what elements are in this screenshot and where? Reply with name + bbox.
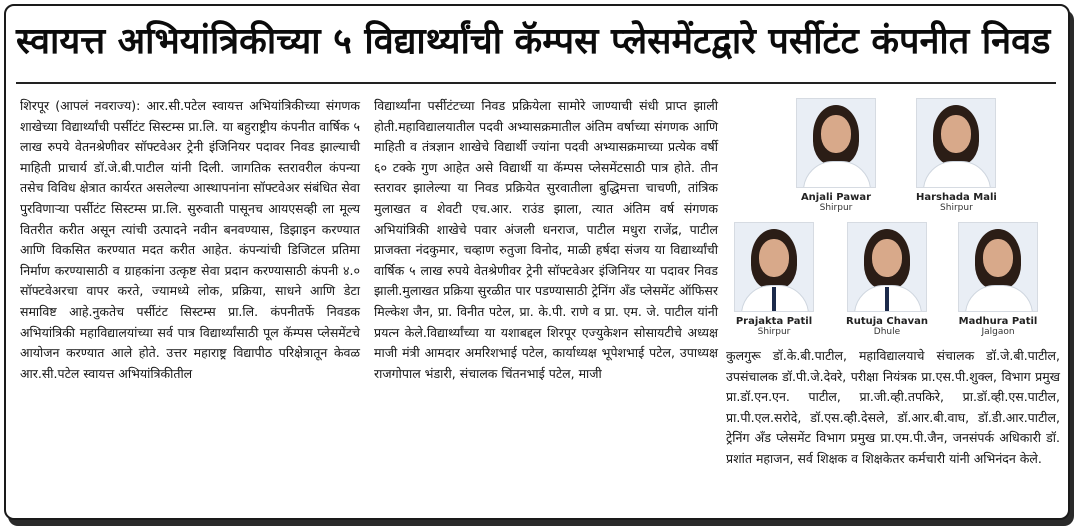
- photo-name: Harshada Mali: [916, 192, 997, 203]
- photo-city: Dhule: [873, 327, 901, 337]
- headline: स्वायत्त अभियांत्रिकीच्या ५ विद्यार्थ्यांची कॅम्पस प्लेसमेंटद्वारे पर्सीटंट कंपनीत निवड: [16, 21, 1051, 62]
- photo-card: [734, 222, 814, 337]
- photo-name: Madhura Patil: [958, 316, 1038, 327]
- student-photo: [734, 222, 814, 312]
- photo-card: [958, 222, 1038, 337]
- article-column-3: कुलगुरू डॉ.के.बी.पाटील, महाविद्यालयाचे संचालक डॉ.जे.बी.पाटील, उपसंचालक डॉ.पी.जे.देवरे, परीक्षा नियंत्रक प्रा.एस.पी.शुक्ल, विभाग प्रमुख प्रा.डॉ.एन.एन. पाटील, प्रा.जी.व्ही.तपकिरे, प्रा.डॉ.व्ही.एस.पाटील, प्रा.पी.एल.सरोदे, डॉ.एस.व्ही.देसले, डॉ.आर.बी.वाघ, डॉ.डी.आर.पाटील, ट्रेनिंग अँड प्लेसमेंट विभाग प्रमुख प्रा.एम.पी.जैन, जनसंपर्क अधिकारी डॉ. प्रशांत महाजन, सर्व शिक्षक व शिक्षकेतर कर्मचारी यांनी अभिनंदन केले.: [726, 348, 1060, 466]
- student-photo: [916, 98, 996, 188]
- student-photo: [796, 98, 876, 188]
- photo-city: Shirpur: [940, 203, 973, 213]
- article-column-2: विद्यार्थ्यांना पर्सीटंटच्या निवड प्रक्रियेला सामोरे जाण्याची संधी प्राप्त झाली होती.महाविद्यालयातील पदवी अभ्यासक्रमातील अंतिम वर्षाच्या संगणक आणि माहिती व तंत्रज्ञान शाखेचे विद्यार्थी ज्यांना पदवी अभ्यासक्रमाच्या प्रत्येक वर्षी ६० टक्के गुण आहेत असे विद्यार्थी या कॅम्पस प्लेसमेंटसाठी पात्र होते. तीन स्तरावर झालेल्या या निवड प्रक्रियेत सुरवातीला बुद्धिमत्ता चाचणी, तांत्रिक मुलाखत व शेवटी एच.आर. राउंड झाला, त्यात अंतिम वर्ष संगणक अभियांत्रिकी शाखेचे पवार अंजली धनराज, पाटील मधुरा राजेंद्र, पाटील प्राजक्ता नंदकुमार, चव्हाण रुतुजा विनोद, माळी हर्षदा संजय या विद्यार्थ्यांची वार्षिक ५ लाख रुपये वेतश्रेणीवर ट्रेनी सॉफ्टवेअर इंजिनियर या पदावर निवड झाली.मुलाखत प्रक्रिया सुरळीत पार पडण्यासाठी ट्रेनिंग अँड प्लेसमेंट ऑफिसर मिल्केश जैन, प्रा. विनीत पटेल, प्रा. के.पी. राणे व प्रा. एम. जे. पाटील यांनी प्रयत्न केले.विद्यार्थ्यांच्या या यशाबद्दल शिरपूर एज्युकेशन सोसायटीचे अध्यक्ष माजी मंत्री आमदार अमरिशभाई पटेल, कार्याध्यक्ष भूपेशभाई पटेल, उपाध्यक्ष राजगोपाल भंडारी, संचालक चिंतनभाई पटेल, माजी: [374, 98, 718, 381]
- newspaper-clipping: [4, 4, 1070, 520]
- student-photo: [847, 222, 927, 312]
- photo-city: Shirpur: [819, 203, 853, 213]
- photo-name: Rutuja Chavan: [846, 316, 928, 327]
- photo-name: Anjali Pawar: [800, 192, 872, 203]
- photo-card: [796, 98, 876, 213]
- student-photo: [958, 222, 1038, 312]
- photo-city: Shirpur: [757, 327, 791, 337]
- headline-divider: [16, 82, 1056, 84]
- photo-city: Jalgaon: [981, 327, 1015, 337]
- student-photos: [728, 98, 1060, 338]
- photo-card: [916, 98, 997, 213]
- photo-card: [846, 222, 928, 337]
- photo-name: Prajakta Patil: [735, 316, 813, 327]
- article-column-1: शिरपूर (आपलं नवराज्य): आर.सी.पटेल स्वायत्त अभियांत्रिकीच्या संगणक शाखेच्या विद्यार्थ्यांची पर्सीटंट सिस्टम्स प्रा.लि. या बहुराष्ट्रीय कंपनीत वार्षिक ५ लाख रुपये वेतनश्रेणीवर सॉफ्टवेअर ट्रेनी इंजिनियर पदावर निवड झाल्याची माहिती प्राचार्य डॉ.जे.बी.पाटील यांनी दिली. जागतिक स्तरावरील कंपन्या तसेच विविध क्षेत्रात कार्यरत असलेल्या आस्थापनांना सॉफ्टवेअर संबंधित सेवा पुरविणाऱ्या पर्सीटंट सिस्टम्स प्रा.लि. सुरुवाती पासूनच आयएसव्ही ला मूल्य वितरीत करीत असून त्यांची उत्पादने नवीन बनवण्यास, डिझाइन करण्यात आणि विकसित करण्यात मदत करीत आहेत. कंपन्यांची डिजिटल प्रतिमा निर्माण करण्यासाठी व ग्राहकांना उत्कृष्ट सेवा प्रदान करण्यासाठी कंपनी ४.० सॉफ्टवेअरचा वापर करते, ज्यामध्ये लोक, प्रक्रिया, साधने आणि डेटा समाविष्ट आहे.नुकतेच पर्सीटंट सिस्टम्स प्रा.लि. कंपनीतर्फे निवडक अभियांत्रिकी महाविद्यालयांच्या सर्व पात्र विद्यार्थ्यांसाठी पूल कॅम्पस प्लेसमेंटचे आयोजन करण्यात आले होते. उत्तर महाराष्ट्र विद्यापीठ परिक्षेत्रातून केवळ आर.सी.पटेल स्वायत्त अभियांत्रिकीतील: [20, 98, 360, 381]
